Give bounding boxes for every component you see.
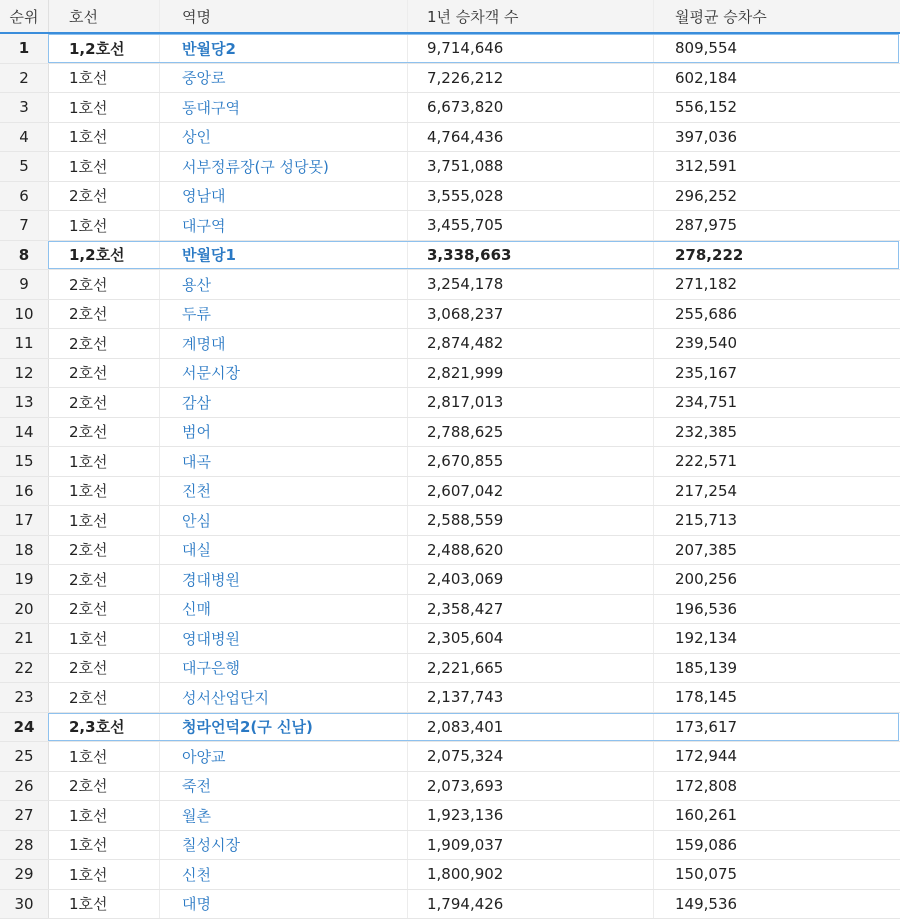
yearly-riders-cell: 2,305,604 (408, 624, 654, 653)
yearly-riders-cell: 2,075,324 (408, 742, 654, 771)
monthly-riders-cell: 602,184 (675, 68, 738, 87)
line-cell: 2호선 (48, 565, 160, 594)
line-cell: 1,2호선 (48, 241, 160, 270)
yearly-riders-cell: 3,254,178 (408, 270, 654, 299)
header-station[interactable]: 역명 (160, 0, 408, 32)
monthly-riders-cell: 172,808 (675, 776, 738, 795)
monthly-riders-cell: 255,686 (675, 304, 738, 323)
table-row (0, 182, 900, 212)
table-row (0, 742, 900, 772)
rank-cell: 8 (0, 241, 49, 270)
line-cell: 2호선 (48, 654, 160, 683)
yearly-riders-cell: 2,073,693 (408, 772, 654, 801)
table-row (0, 270, 900, 300)
station-link[interactable]: 대구은행 (160, 654, 408, 683)
table-row (0, 506, 900, 536)
yearly-riders-cell: 1,909,037 (408, 831, 654, 860)
rank-cell: 25 (0, 742, 49, 771)
rank-cell: 18 (0, 536, 49, 565)
yearly-riders-cell: 6,673,820 (408, 93, 654, 122)
line-cell: 2호선 (48, 683, 160, 712)
table-body (0, 34, 900, 919)
yearly-riders-cell: 2,358,427 (408, 595, 654, 624)
rank-cell: 22 (0, 654, 49, 683)
rank-cell: 10 (0, 300, 49, 329)
station-link[interactable]: 동대구역 (160, 93, 408, 122)
station-link[interactable]: 범어 (160, 418, 408, 447)
line-cell: 1호선 (48, 890, 160, 919)
station-link[interactable]: 성서산업단지 (160, 683, 408, 712)
line-cell: 1호선 (48, 211, 160, 240)
header-yearly-riders[interactable]: 1년 승차객 수 (408, 0, 654, 32)
table-row (0, 683, 900, 713)
table-row (0, 93, 900, 123)
table-row (0, 772, 900, 802)
line-cell: 1호선 (48, 152, 160, 181)
rank-cell: 15 (0, 447, 49, 476)
station-link[interactable]: 대명 (160, 890, 408, 919)
yearly-riders-cell: 3,751,088 (408, 152, 654, 181)
station-link[interactable]: 아양교 (160, 742, 408, 771)
rank-cell: 21 (0, 624, 49, 653)
monthly-riders-cell: 196,536 (675, 599, 738, 618)
station-link[interactable]: 서문시장 (160, 359, 408, 388)
rank-cell: 7 (0, 211, 49, 240)
station-link[interactable]: 대실 (160, 536, 408, 565)
rank-cell: 9 (0, 270, 49, 299)
line-cell: 2호선 (48, 772, 160, 801)
table-row (0, 565, 900, 595)
station-link[interactable]: 안심 (160, 506, 408, 535)
monthly-riders-cell: 207,385 (675, 540, 738, 559)
station-link[interactable]: 대구역 (160, 211, 408, 240)
table-header (0, 0, 900, 34)
line-cell: 2호선 (48, 418, 160, 447)
table-row (0, 477, 900, 507)
station-link[interactable]: 죽전 (160, 772, 408, 801)
station-link[interactable]: 칠성시장 (160, 831, 408, 860)
table-row (0, 447, 900, 477)
station-link[interactable]: 신천 (160, 860, 408, 889)
yearly-riders-cell: 2,588,559 (408, 506, 654, 535)
yearly-riders-cell: 3,455,705 (408, 211, 654, 240)
line-cell: 2호선 (48, 300, 160, 329)
rank-cell: 16 (0, 477, 49, 506)
header-rank[interactable]: 순위 (0, 0, 49, 32)
station-link[interactable]: 서부정류장(구 성당못) (160, 152, 408, 181)
table-row (0, 34, 900, 64)
station-link[interactable]: 중앙로 (160, 64, 408, 93)
monthly-riders-cell: 235,167 (675, 363, 738, 382)
table-row (0, 123, 900, 153)
monthly-riders-cell: 271,182 (675, 275, 738, 294)
monthly-riders-cell: 234,751 (675, 393, 738, 412)
rank-cell: 23 (0, 683, 49, 712)
table-row (0, 329, 900, 359)
rank-cell: 26 (0, 772, 49, 801)
line-cell: 1호선 (48, 831, 160, 860)
table-row (0, 418, 900, 448)
table-row (0, 595, 900, 625)
table-row (0, 624, 900, 654)
rank-cell: 2 (0, 64, 49, 93)
yearly-riders-cell: 1,800,902 (408, 860, 654, 889)
rank-cell: 5 (0, 152, 49, 181)
table-row (0, 359, 900, 389)
line-cell: 2호선 (48, 182, 160, 211)
yearly-riders-cell: 2,874,482 (408, 329, 654, 358)
line-cell: 1호선 (48, 123, 160, 152)
table-row (0, 831, 900, 861)
yearly-riders-cell: 2,821,999 (408, 359, 654, 388)
station-link[interactable]: 두류 (160, 300, 408, 329)
monthly-riders-cell: 173,617 (675, 717, 738, 736)
line-cell: 1호선 (48, 506, 160, 535)
rank-cell: 17 (0, 506, 49, 535)
table-row (0, 713, 900, 743)
rank-cell: 29 (0, 860, 49, 889)
yearly-riders-cell: 2,817,013 (408, 388, 654, 417)
table-row (0, 152, 900, 182)
rank-cell: 1 (0, 34, 49, 63)
line-cell: 1호선 (48, 93, 160, 122)
monthly-riders-cell: 172,944 (675, 747, 738, 766)
station-link[interactable]: 계명대 (160, 329, 408, 358)
table-row (0, 211, 900, 241)
line-cell: 1호선 (48, 742, 160, 771)
yearly-riders-cell: 2,607,042 (408, 477, 654, 506)
monthly-riders-cell: 287,975 (675, 216, 738, 235)
station-link[interactable]: 영남대 (160, 182, 408, 211)
station-link[interactable]: 상인 (160, 123, 408, 152)
monthly-riders-cell: 149,536 (675, 894, 738, 913)
rank-cell: 27 (0, 801, 49, 830)
station-link[interactable]: 경대병원 (160, 565, 408, 594)
rank-cell: 11 (0, 329, 49, 358)
monthly-riders-cell: 222,571 (675, 452, 738, 471)
header-monthly-riders[interactable]: 월평균 승차수 (675, 7, 767, 26)
rank-cell: 3 (0, 93, 49, 122)
station-link[interactable]: 신매 (160, 595, 408, 624)
station-link[interactable]: 월촌 (160, 801, 408, 830)
monthly-riders-cell: 278,222 (675, 245, 744, 264)
line-cell: 1호선 (48, 64, 160, 93)
line-cell: 2호선 (48, 536, 160, 565)
monthly-riders-cell: 312,591 (675, 157, 738, 176)
table-row (0, 241, 900, 271)
monthly-riders-cell: 192,134 (675, 629, 738, 648)
station-link[interactable]: 청라언덕2(구 신남) (160, 713, 408, 742)
line-cell: 2호선 (48, 595, 160, 624)
line-cell: 2,3호선 (48, 713, 160, 742)
yearly-riders-cell: 3,338,663 (408, 241, 654, 270)
yearly-riders-cell: 7,226,212 (408, 64, 654, 93)
rank-cell: 6 (0, 182, 49, 211)
yearly-riders-cell: 2,137,743 (408, 683, 654, 712)
line-cell: 1호선 (48, 801, 160, 830)
table-row (0, 654, 900, 684)
monthly-riders-cell: 556,152 (675, 98, 738, 117)
yearly-riders-cell: 2,083,401 (408, 713, 654, 742)
monthly-riders-cell: 239,540 (675, 334, 738, 353)
yearly-riders-cell: 2,788,625 (408, 418, 654, 447)
rank-cell: 30 (0, 890, 49, 919)
rank-cell: 13 (0, 388, 49, 417)
rank-cell: 28 (0, 831, 49, 860)
rank-cell: 24 (0, 713, 49, 742)
monthly-riders-cell: 185,139 (675, 658, 738, 677)
line-cell: 2호선 (48, 388, 160, 417)
line-cell: 1호선 (48, 624, 160, 653)
line-cell: 1,2호선 (48, 34, 160, 63)
monthly-riders-cell: 809,554 (675, 39, 738, 58)
rank-cell: 12 (0, 359, 49, 388)
monthly-riders-cell: 178,145 (675, 688, 738, 707)
line-cell: 2호선 (48, 359, 160, 388)
monthly-riders-cell: 217,254 (675, 481, 738, 500)
monthly-riders-cell: 215,713 (675, 511, 738, 530)
yearly-riders-cell: 9,714,646 (408, 34, 654, 63)
table-row (0, 64, 900, 94)
yearly-riders-cell: 1,794,426 (408, 890, 654, 919)
station-link[interactable]: 영대병원 (160, 624, 408, 653)
table-row (0, 536, 900, 566)
station-link[interactable]: 반월당1 (160, 241, 408, 270)
yearly-riders-cell: 2,670,855 (408, 447, 654, 476)
yearly-riders-cell: 3,068,237 (408, 300, 654, 329)
yearly-riders-cell: 3,555,028 (408, 182, 654, 211)
yearly-riders-cell: 2,488,620 (408, 536, 654, 565)
rank-cell: 4 (0, 123, 49, 152)
header-line[interactable]: 호선 (48, 0, 160, 32)
monthly-riders-cell: 150,075 (675, 865, 738, 884)
table-row (0, 300, 900, 330)
rank-cell: 14 (0, 418, 49, 447)
table-row (0, 890, 900, 920)
monthly-riders-cell: 159,086 (675, 835, 738, 854)
station-link[interactable]: 감삼 (160, 388, 408, 417)
table-row (0, 801, 900, 831)
monthly-riders-cell: 200,256 (675, 570, 738, 589)
table-row (0, 388, 900, 418)
line-cell: 1호선 (48, 477, 160, 506)
yearly-riders-cell: 4,764,436 (408, 123, 654, 152)
yearly-riders-cell: 1,923,136 (408, 801, 654, 830)
monthly-riders-cell: 232,385 (675, 422, 738, 441)
monthly-riders-cell: 160,261 (675, 806, 738, 825)
yearly-riders-cell: 2,221,665 (408, 654, 654, 683)
station-link[interactable]: 반월당2 (160, 34, 408, 63)
line-cell: 1호선 (48, 447, 160, 476)
monthly-riders-cell: 296,252 (675, 186, 738, 205)
monthly-riders-cell: 397,036 (675, 127, 738, 146)
line-cell: 2호선 (48, 329, 160, 358)
station-link[interactable]: 대곡 (160, 447, 408, 476)
yearly-riders-cell: 2,403,069 (408, 565, 654, 594)
station-link[interactable]: 용산 (160, 270, 408, 299)
station-link[interactable]: 진천 (160, 477, 408, 506)
table-row (0, 860, 900, 890)
rank-cell: 19 (0, 565, 49, 594)
line-cell: 1호선 (48, 860, 160, 889)
rank-cell: 20 (0, 595, 49, 624)
line-cell: 2호선 (48, 270, 160, 299)
